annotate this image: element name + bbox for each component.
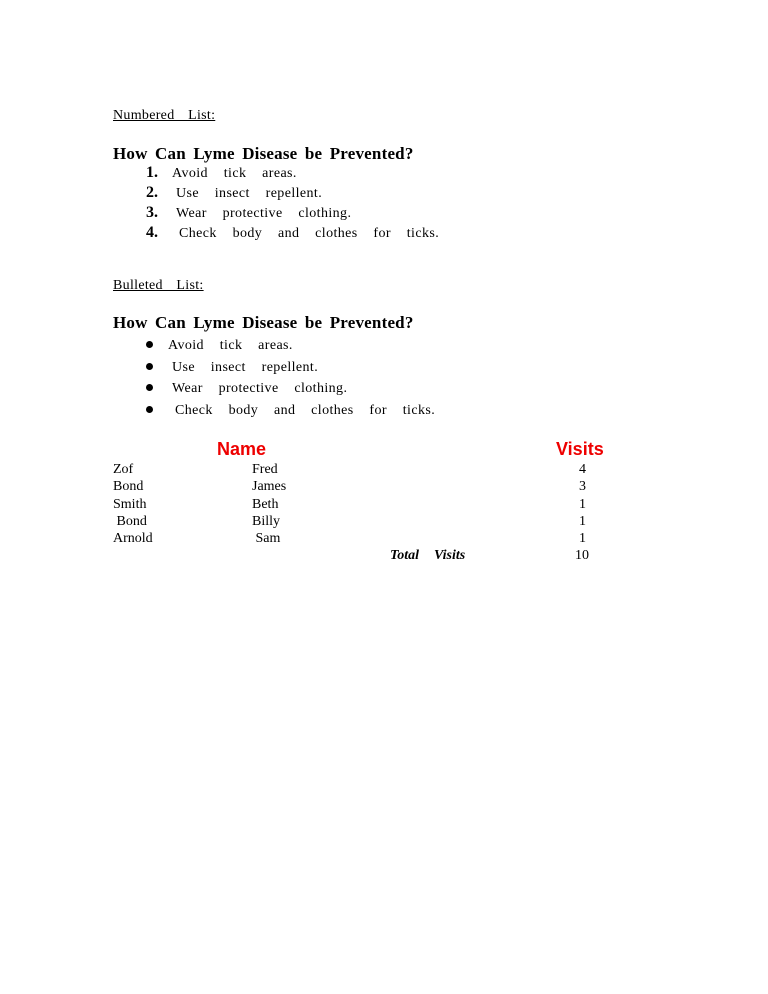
total-visits-value: 10 <box>575 548 589 563</box>
first-name-cell: James <box>252 479 287 494</box>
list-number: 4. <box>146 224 158 241</box>
list-item-text: Check body and clothes for ticks. <box>179 226 440 241</box>
list-item-text: Avoid tick areas. <box>172 166 297 181</box>
last-name-cell: Zof <box>113 462 134 477</box>
bulleted-list-heading: How Can Lyme Disease be Prevented? <box>113 313 414 332</box>
first-name-cell: Fred <box>252 462 278 477</box>
total-visits-label: Total Visits <box>390 548 466 563</box>
first-name-cell: Sam <box>252 531 281 546</box>
visits-cell: 1 <box>579 531 586 546</box>
visits-cell: 3 <box>579 479 586 494</box>
list-item-text: Use insect repellent. <box>176 186 323 201</box>
first-name-cell: Billy <box>252 514 281 529</box>
list-number: 2. <box>146 184 158 201</box>
visits-cell: 4 <box>579 462 586 477</box>
last-name-cell: Bond <box>113 479 144 494</box>
bulleted-list-label: Bulleted List: <box>113 278 204 293</box>
list-number: 1. <box>146 164 158 181</box>
bullet-icon <box>146 384 153 391</box>
last-name-cell: Smith <box>113 497 147 512</box>
list-item-text: Use insect repellent. <box>172 360 319 375</box>
first-name-cell: Beth <box>252 497 279 512</box>
numbered-list-label: Numbered List: <box>113 108 216 123</box>
bullet-icon <box>146 363 153 370</box>
visits-column-header: Visits <box>556 439 604 459</box>
list-item-text: Wear protective clothing. <box>176 206 352 221</box>
list-item-text: Check body and clothes for ticks. <box>175 403 436 418</box>
name-column-header: Name <box>217 439 267 459</box>
list-number: 3. <box>146 204 158 221</box>
list-item-text: Avoid tick areas. <box>168 338 293 353</box>
list-item-text: Wear protective clothing. <box>172 381 348 396</box>
visits-cell: 1 <box>579 514 586 529</box>
numbered-list-heading: How Can Lyme Disease be Prevented? <box>113 144 414 163</box>
last-name-cell: Bond <box>113 514 147 529</box>
last-name-cell: Arnold <box>113 531 153 546</box>
bullet-icon <box>146 341 153 348</box>
visits-cell: 1 <box>579 497 586 512</box>
bullet-icon <box>146 406 153 413</box>
